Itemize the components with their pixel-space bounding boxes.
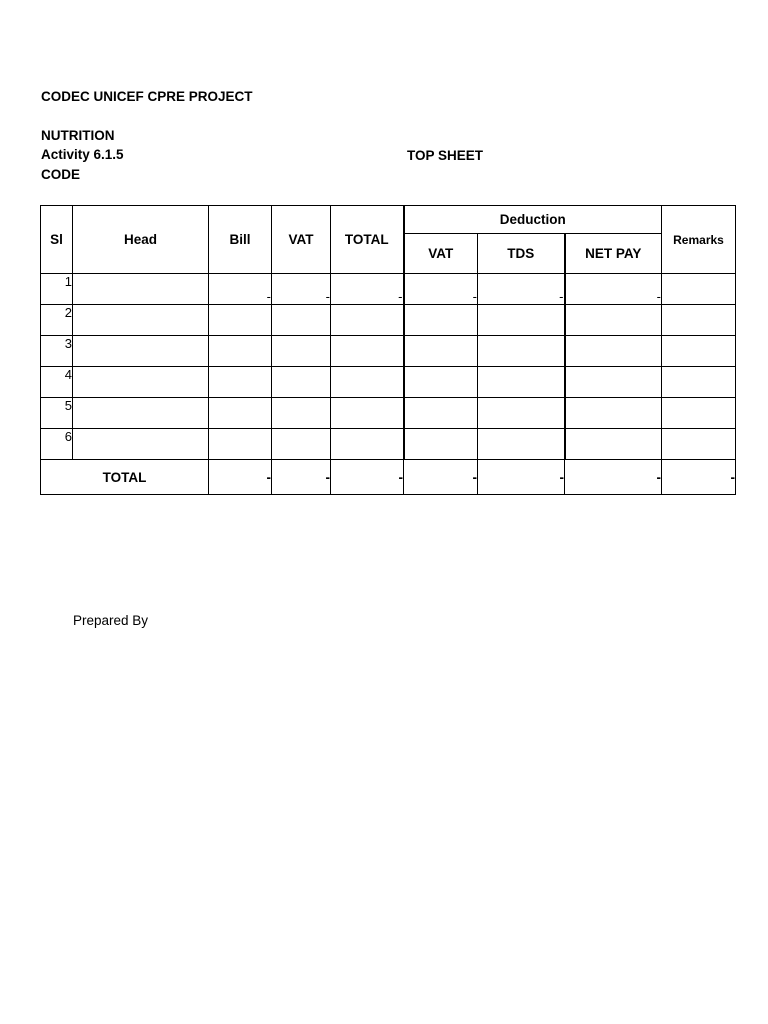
vat-cell	[272, 367, 331, 398]
head-cell	[73, 367, 209, 398]
deduction-vat-cell	[404, 336, 478, 367]
col-header-sl: Sl	[41, 206, 73, 274]
table-row	[41, 274, 736, 305]
bill-cell	[209, 367, 272, 398]
net-pay-cell	[565, 367, 662, 398]
total-cell	[331, 398, 404, 429]
vat-cell	[272, 336, 331, 367]
deduction-tds-cell: -	[478, 274, 565, 305]
bill-cell	[209, 429, 272, 460]
bill-cell	[209, 336, 272, 367]
net-pay-cell	[565, 398, 662, 429]
head-cell	[73, 336, 209, 367]
col-header-vat: VAT	[272, 206, 331, 274]
total-deduction-tds-cell: -	[478, 460, 565, 495]
table-row	[41, 336, 736, 367]
remarks-cell	[662, 367, 736, 398]
total-vat-cell: -	[272, 460, 331, 495]
deduction-vat-cell	[404, 429, 478, 460]
head-cell	[73, 305, 209, 336]
total-total-cell: -	[331, 460, 404, 495]
top-sheet-table	[40, 205, 736, 495]
total-row	[41, 460, 736, 495]
total-cell	[331, 367, 404, 398]
deduction-tds-cell	[478, 429, 565, 460]
total-cell: -	[331, 274, 404, 305]
deduction-vat-cell	[404, 367, 478, 398]
org-title: CODEC UNICEF CPRE PROJECT	[41, 89, 253, 104]
deduction-tds-cell	[478, 367, 565, 398]
head-cell	[73, 398, 209, 429]
deduction-tds-cell	[478, 305, 565, 336]
remarks-cell	[662, 305, 736, 336]
total-cell	[331, 429, 404, 460]
col-header-net-pay: NET PAY	[565, 234, 662, 274]
vat-cell: -	[272, 274, 331, 305]
prepared-by-label: Prepared By	[73, 613, 149, 628]
remarks-cell	[662, 336, 736, 367]
col-header-bill: Bill	[209, 206, 272, 274]
sl-cell: 2	[41, 305, 73, 336]
sl-cell: 3	[41, 336, 73, 367]
sl-cell: 5	[41, 398, 73, 429]
total-label: TOTAL	[41, 460, 209, 495]
vat-cell	[272, 398, 331, 429]
col-header-remarks: Remarks	[662, 206, 736, 274]
head-cell	[73, 274, 209, 305]
net-pay-cell	[565, 429, 662, 460]
total-cell	[331, 336, 404, 367]
deduction-vat-cell	[404, 398, 478, 429]
net-pay-cell	[565, 305, 662, 336]
net-pay-cell	[565, 336, 662, 367]
col-header-total: TOTAL	[331, 206, 404, 274]
col-header-deduction-vat: VAT	[404, 234, 478, 274]
bill-cell	[209, 398, 272, 429]
total-net-pay-cell: -	[565, 460, 662, 495]
col-header-head: Head	[73, 206, 209, 274]
remarks-cell	[662, 398, 736, 429]
activity-code: Activity 6.1.5	[41, 147, 124, 162]
deduction-vat-cell: -	[404, 274, 478, 305]
col-header-deduction: Deduction	[404, 206, 662, 234]
net-pay-cell: -	[565, 274, 662, 305]
table-row	[41, 367, 736, 398]
col-header-deduction-tds: TDS	[478, 234, 565, 274]
program-name: NUTRITION	[41, 128, 115, 143]
total-deduction-vat-cell: -	[404, 460, 478, 495]
total-remarks-cell: -	[662, 460, 736, 495]
remarks-cell	[662, 429, 736, 460]
deduction-tds-cell	[478, 398, 565, 429]
deduction-tds-cell	[478, 336, 565, 367]
deduction-vat-cell	[404, 305, 478, 336]
bill-cell: -	[209, 274, 272, 305]
sl-cell: 1	[41, 274, 73, 305]
sheet-title: TOP SHEET	[407, 148, 484, 163]
code-label: CODE	[41, 167, 81, 182]
vat-cell	[272, 305, 331, 336]
bill-cell	[209, 305, 272, 336]
table-row	[41, 305, 736, 336]
remarks-cell	[662, 274, 736, 305]
table-row	[41, 398, 736, 429]
table-row	[41, 429, 736, 460]
total-bill-cell: -	[209, 460, 272, 495]
vat-cell	[272, 429, 331, 460]
head-cell	[73, 429, 209, 460]
sl-cell: 4	[41, 367, 73, 398]
sl-cell: 6	[41, 429, 73, 460]
total-cell	[331, 305, 404, 336]
